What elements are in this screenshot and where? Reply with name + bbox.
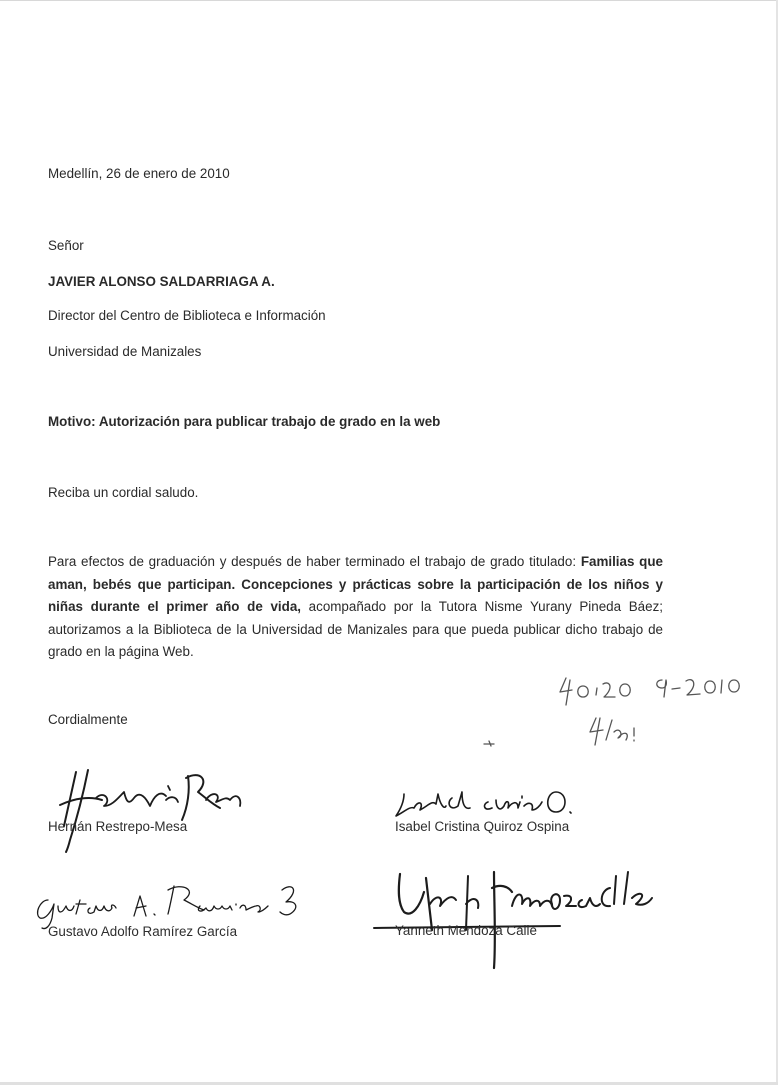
- body-paragraph: [48, 551, 663, 664]
- signatory-name-2: Isabel Cristina Quiroz Ospina: [395, 819, 570, 834]
- date-line: Medellín, 26 de enero de 2010: [48, 166, 230, 181]
- body-text-intro: Para efectos de graduación y después de haber terminado el trabajo de grado titulado:: [48, 554, 581, 569]
- page-edge-top: [0, 0, 778, 1]
- thesis-title: Familias que aman, bebés que participan. Concepciones y prácticas sobre la participación de los niños y niñas durante el primer año de vida,: [48, 554, 663, 615]
- subject-line: Motivo: Autorización para publicar trabajo de grado en la web: [48, 414, 441, 429]
- recipient-name: JAVIER ALONSO SALDARRIAGA A.: [48, 274, 275, 289]
- greeting: Reciba un cordial saludo.: [48, 485, 199, 500]
- signatory-name-1: Hernán Restrepo-Mesa: [48, 819, 188, 834]
- signatory-name-3: Gustavo Adolfo Ramírez García: [48, 924, 238, 939]
- closing: Cordialmente: [48, 712, 128, 727]
- signatory-name-4: Yanneth Mendoza Calle: [395, 923, 537, 938]
- body-text-rest: acompañado por la Tutora Nisme Yurany Pineda Báez; autorizamos a la Biblioteca de la Universidad de Manizales para que pueda publicar dicho trabajo de grado en la página Web.: [48, 599, 663, 660]
- salutation: Señor: [48, 238, 84, 253]
- recipient-org: Universidad de Manizales: [48, 344, 202, 359]
- recipient-title: Director del Centro de Biblioteca e Información: [48, 308, 326, 323]
